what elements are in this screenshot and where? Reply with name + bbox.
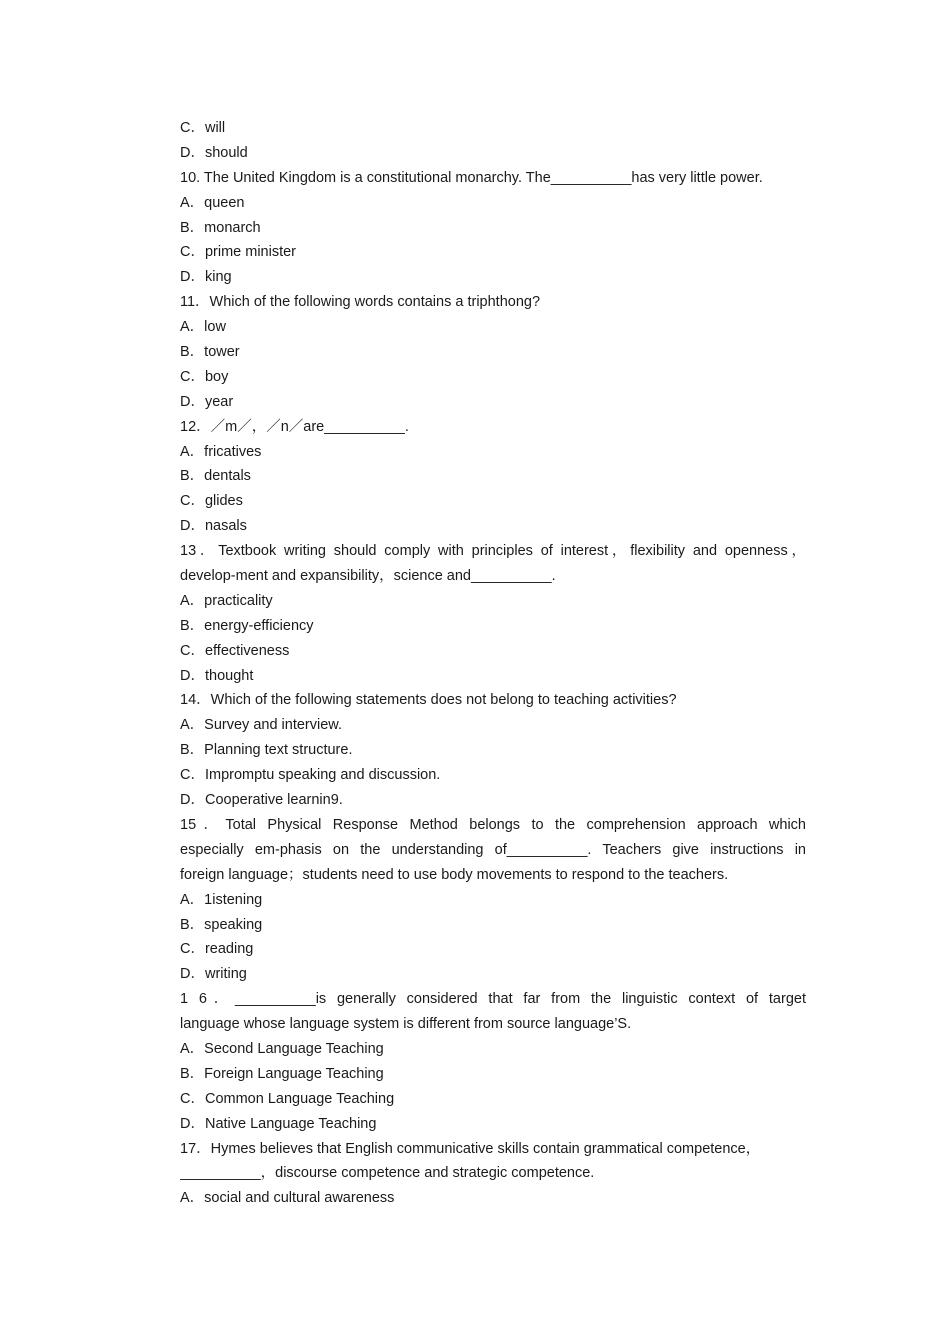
question-16-line-1: 1 6．__________is generally considered that far from the linguistic context of target: [180, 991, 806, 1008]
question-15-line-2: especially em-phasis on the understanding of__________. Teachers give instructions in: [180, 841, 806, 858]
question-12: 12．／m／，／n／are__________.: [180, 418, 409, 435]
option-d-year: D．year: [180, 393, 234, 410]
document-page: [180, 116, 806, 1211]
option-b-foreign-language: B．Foreign Language Teaching: [180, 1065, 384, 1082]
option-b-dentals: B．dentals: [180, 468, 251, 485]
option-a-low: A．low: [180, 319, 226, 336]
question-10: 10. The United Kingdom is a constitutional monarchy. The__________has very little power.: [180, 169, 763, 186]
option-b-speaking: B．speaking: [180, 916, 263, 933]
option-d-nasals: D．nasals: [180, 518, 247, 535]
option-d-king: D．king: [180, 269, 232, 286]
option-d-should: D．should: [180, 144, 248, 161]
option-b-monarch: B．monarch: [180, 219, 261, 236]
option-c-boy: C．boy: [180, 368, 229, 385]
question-14: 14．Which of the following statements does not belong to teaching activities?: [180, 692, 677, 709]
question-15-line-3: foreign language；students need to use body movements to respond to the teachers.: [180, 866, 729, 883]
option-d-cooperative: D．Cooperative learnin9.: [180, 792, 343, 809]
option-a-second-language: A．Second Language Teaching: [180, 1040, 384, 1057]
option-b-planning: B．Planning text structure.: [180, 742, 353, 759]
option-c-effectiveness: C．effectiveness: [180, 642, 290, 659]
option-c-prime-minister: C．prime minister: [180, 244, 297, 261]
question-13-line-2: develop-ment and expansibility，science and__________.: [180, 568, 556, 585]
question-11: 11．Which of the following words contains a triphthong?: [180, 294, 541, 311]
option-a-survey: A．Survey and interview.: [180, 717, 342, 734]
option-d-native-language: D．Native Language Teaching: [180, 1115, 377, 1132]
question-13-line-1: 13．Textbook writing should comply with principles of interest，flexibility and openness，: [180, 543, 806, 560]
question-17-line-2: __________，discourse competence and strategic competence.: [180, 1165, 595, 1182]
question-17-line-1: 17．Hymes believes that English communicative skills contain grammatical competence，: [180, 1140, 761, 1157]
option-a-social-cultural: A．social and cultural awareness: [180, 1190, 395, 1207]
option-c-reading: C．reading: [180, 941, 254, 958]
option-d-writing: D．writing: [180, 966, 247, 983]
option-a-practicality: A．practicality: [180, 592, 273, 609]
option-a-listening: A．1istening: [180, 891, 263, 908]
option-c-will: C．will: [180, 120, 226, 136]
option-c-common-language: C．Common Language Teaching: [180, 1090, 395, 1107]
option-a-queen: A．queen: [180, 194, 245, 211]
question-15-line-1: 15．Total Physical Response Method belongs to the comprehension approach which: [180, 816, 806, 833]
option-b-energy-efficiency: B．energy-efficiency: [180, 617, 314, 634]
option-c-glides: C．glides: [180, 493, 243, 510]
option-c-impromptu: C．Impromptu speaking and discussion.: [180, 767, 441, 784]
question-16-line-2: language whose language system is different from source language’S.: [180, 1016, 632, 1033]
option-b-tower: B．tower: [180, 344, 240, 361]
option-a-fricatives: A．fricatives: [180, 443, 262, 460]
option-d-thought: D．thought: [180, 667, 254, 684]
